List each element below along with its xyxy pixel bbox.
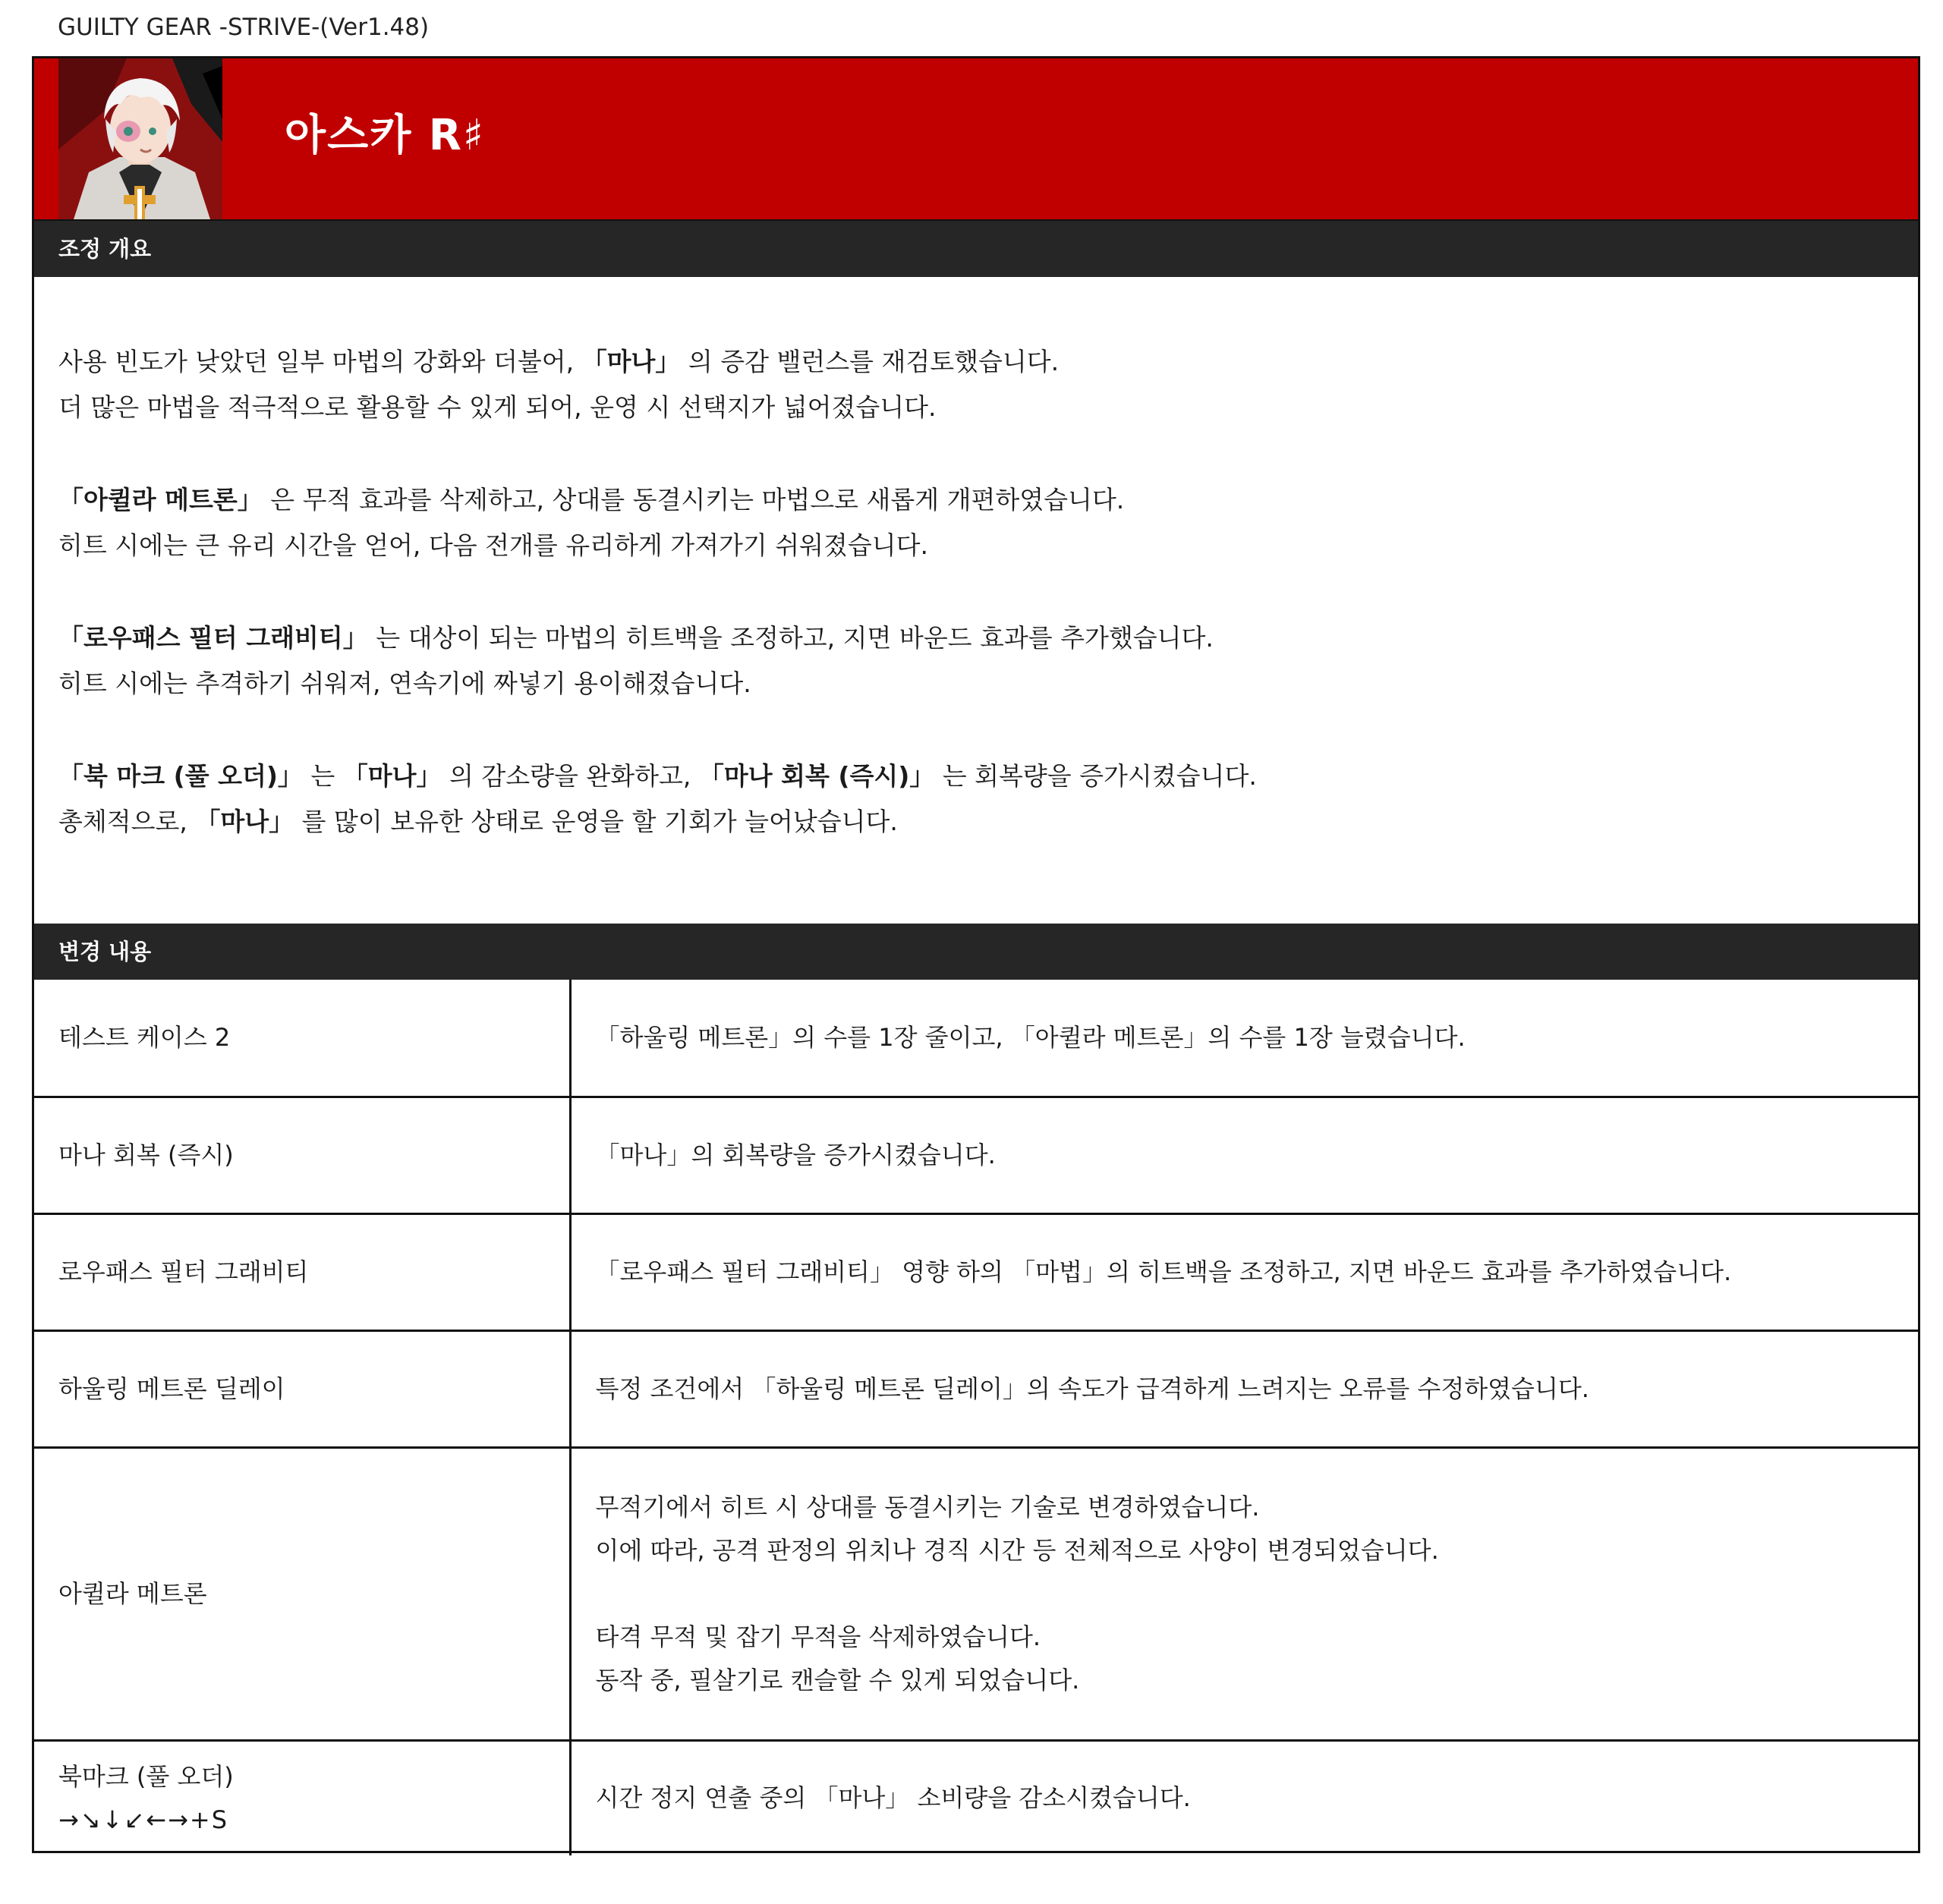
change-name-cell bbox=[34, 1740, 570, 1855]
summary-text-run: 의 증감 밸런스를 재검토했습니다. bbox=[680, 347, 1060, 376]
change-description: 특정 조건에서 「하울링 메트론 딜레이」의 속도가 급격하게 느려지는 오류를 수정하였습니다. bbox=[570, 1330, 1918, 1447]
summary-text-run: 는 bbox=[302, 761, 343, 791]
summary-text-run: 사용 빈도가 낮았던 일부 마법의 강화와 더불어, bbox=[58, 347, 582, 376]
summary-line: 히트 시에는 큰 유리 시간을 얻어, 다음 전개를 유리하게 가져가기 쉬워졌습니다. bbox=[58, 530, 928, 560]
description-spacer bbox=[596, 1572, 1894, 1616]
summary-line bbox=[58, 339, 1895, 385]
change-description: 「로우패스 필터 그래비티」 영향 하의 「마법」의 히트백을 조정하고, 지면 바운드 효과를 추가하였습니다. bbox=[570, 1213, 1918, 1330]
summary-paragraph-4 bbox=[58, 754, 1895, 845]
character-banner bbox=[34, 58, 1918, 221]
summary-emphasis: 「마나 회복 (즉시)」 bbox=[698, 761, 935, 791]
table-row bbox=[34, 1213, 1918, 1330]
summary-line bbox=[58, 477, 1895, 523]
change-description: 시간 정지 연출 중의 「마나」 소비량을 감소시켰습니다. bbox=[570, 1740, 1918, 1855]
summary-emphasis: 「아퀼라 메트론」 bbox=[58, 485, 263, 515]
table-row bbox=[34, 1447, 1918, 1740]
description-line: 동작 중, 필살기로 캔슬할 수 있게 되었습니다. bbox=[595, 1665, 1080, 1695]
description-line: 무적기에서 히트 시 상대를 동결시키는 기술로 변경하였습니다. bbox=[595, 1492, 1260, 1522]
summary-text-run: 은 무적 효과를 삭제하고, 상대를 동결시키는 마법으로 새롭게 개편하였습니다. bbox=[262, 485, 1125, 515]
change-name: 아퀼라 메트론 bbox=[34, 1447, 570, 1740]
summary-line bbox=[58, 799, 1895, 845]
summary-emphasis: 「마나」 bbox=[195, 807, 294, 836]
summary-line bbox=[58, 615, 1895, 661]
summary-text-run: 를 많이 보유한 상태로 운영을 할 기회가 늘어났습니다. bbox=[294, 807, 898, 836]
changes-section-header: 변경 내용 bbox=[34, 924, 1918, 980]
table-row bbox=[34, 1097, 1918, 1213]
change-name: 테스트 케이스 2 bbox=[34, 980, 570, 1097]
change-name: 하울링 메트론 딜레이 bbox=[34, 1330, 570, 1447]
description-line: 타격 무적 및 잡기 무적을 삭제하였습니다. bbox=[595, 1622, 1041, 1651]
table-row bbox=[34, 980, 1918, 1097]
description-line: 이에 따라, 공격 판정의 위치나 경직 시간 등 전체적으로 사양이 변경되었습니다. bbox=[595, 1535, 1439, 1565]
summary-paragraph-2 bbox=[58, 477, 1895, 568]
summary-emphasis: 「마나」 bbox=[342, 761, 442, 791]
changes-table bbox=[34, 980, 1918, 1855]
summary-section-header: 조정 개요 bbox=[34, 221, 1918, 277]
summary-paragraph-1 bbox=[58, 339, 1895, 430]
change-description: 「마나」의 회복량을 증가시켰습니다. bbox=[570, 1097, 1918, 1213]
summary-text-run: 는 회복량을 증가시켰습니다. bbox=[934, 761, 1257, 791]
game-version-label: GUILTY GEAR -STRIVE-(Ver1.48) bbox=[58, 14, 430, 41]
summary-text bbox=[58, 339, 1895, 892]
summary-text-run: 총체적으로, bbox=[58, 807, 196, 836]
patch-note-sheet bbox=[32, 56, 1920, 1853]
summary-emphasis: 「로우패스 필터 그래비티」 bbox=[58, 623, 368, 653]
table-row bbox=[34, 1740, 1918, 1855]
change-name: 북마크 (풀 오더) bbox=[58, 1761, 234, 1791]
table-row bbox=[34, 1330, 1918, 1447]
summary-emphasis: 「마나」 bbox=[581, 347, 681, 376]
summary-line: 더 많은 마법을 적극적으로 활용할 수 있게 되어, 운영 시 선택지가 넓어졌습니다. bbox=[58, 392, 937, 422]
change-name: 마나 회복 (즉시) bbox=[34, 1097, 570, 1213]
change-name: 로우패스 필터 그래비티 bbox=[34, 1213, 570, 1330]
change-description bbox=[570, 1447, 1918, 1740]
summary-emphasis: 「북 마크 (풀 오더)」 bbox=[58, 761, 303, 791]
summary-text-run: 의 감소량을 완화하고, bbox=[441, 761, 699, 791]
character-name: 아스카 R♯ bbox=[285, 111, 486, 160]
summary-line: 히트 시에는 추격하기 쉬워져, 연속기에 짜넣기 용이해졌습니다. bbox=[58, 669, 751, 698]
summary-text-run: 는 대상이 되는 마법의 히트백을 조정하고, 지면 바운드 효과를 추가했습니다. bbox=[367, 623, 1214, 653]
character-portrait-icon bbox=[58, 58, 222, 219]
summary-paragraph-3 bbox=[58, 615, 1895, 707]
change-description: 「하울링 메트론」의 수를 1장 줄이고, 「아퀼라 메트론」의 수를 1장 늘렸습니다. bbox=[595, 1022, 1466, 1052]
summary-line bbox=[58, 754, 1895, 799]
command-input: →↘↓↙←→+S bbox=[58, 1805, 228, 1834]
